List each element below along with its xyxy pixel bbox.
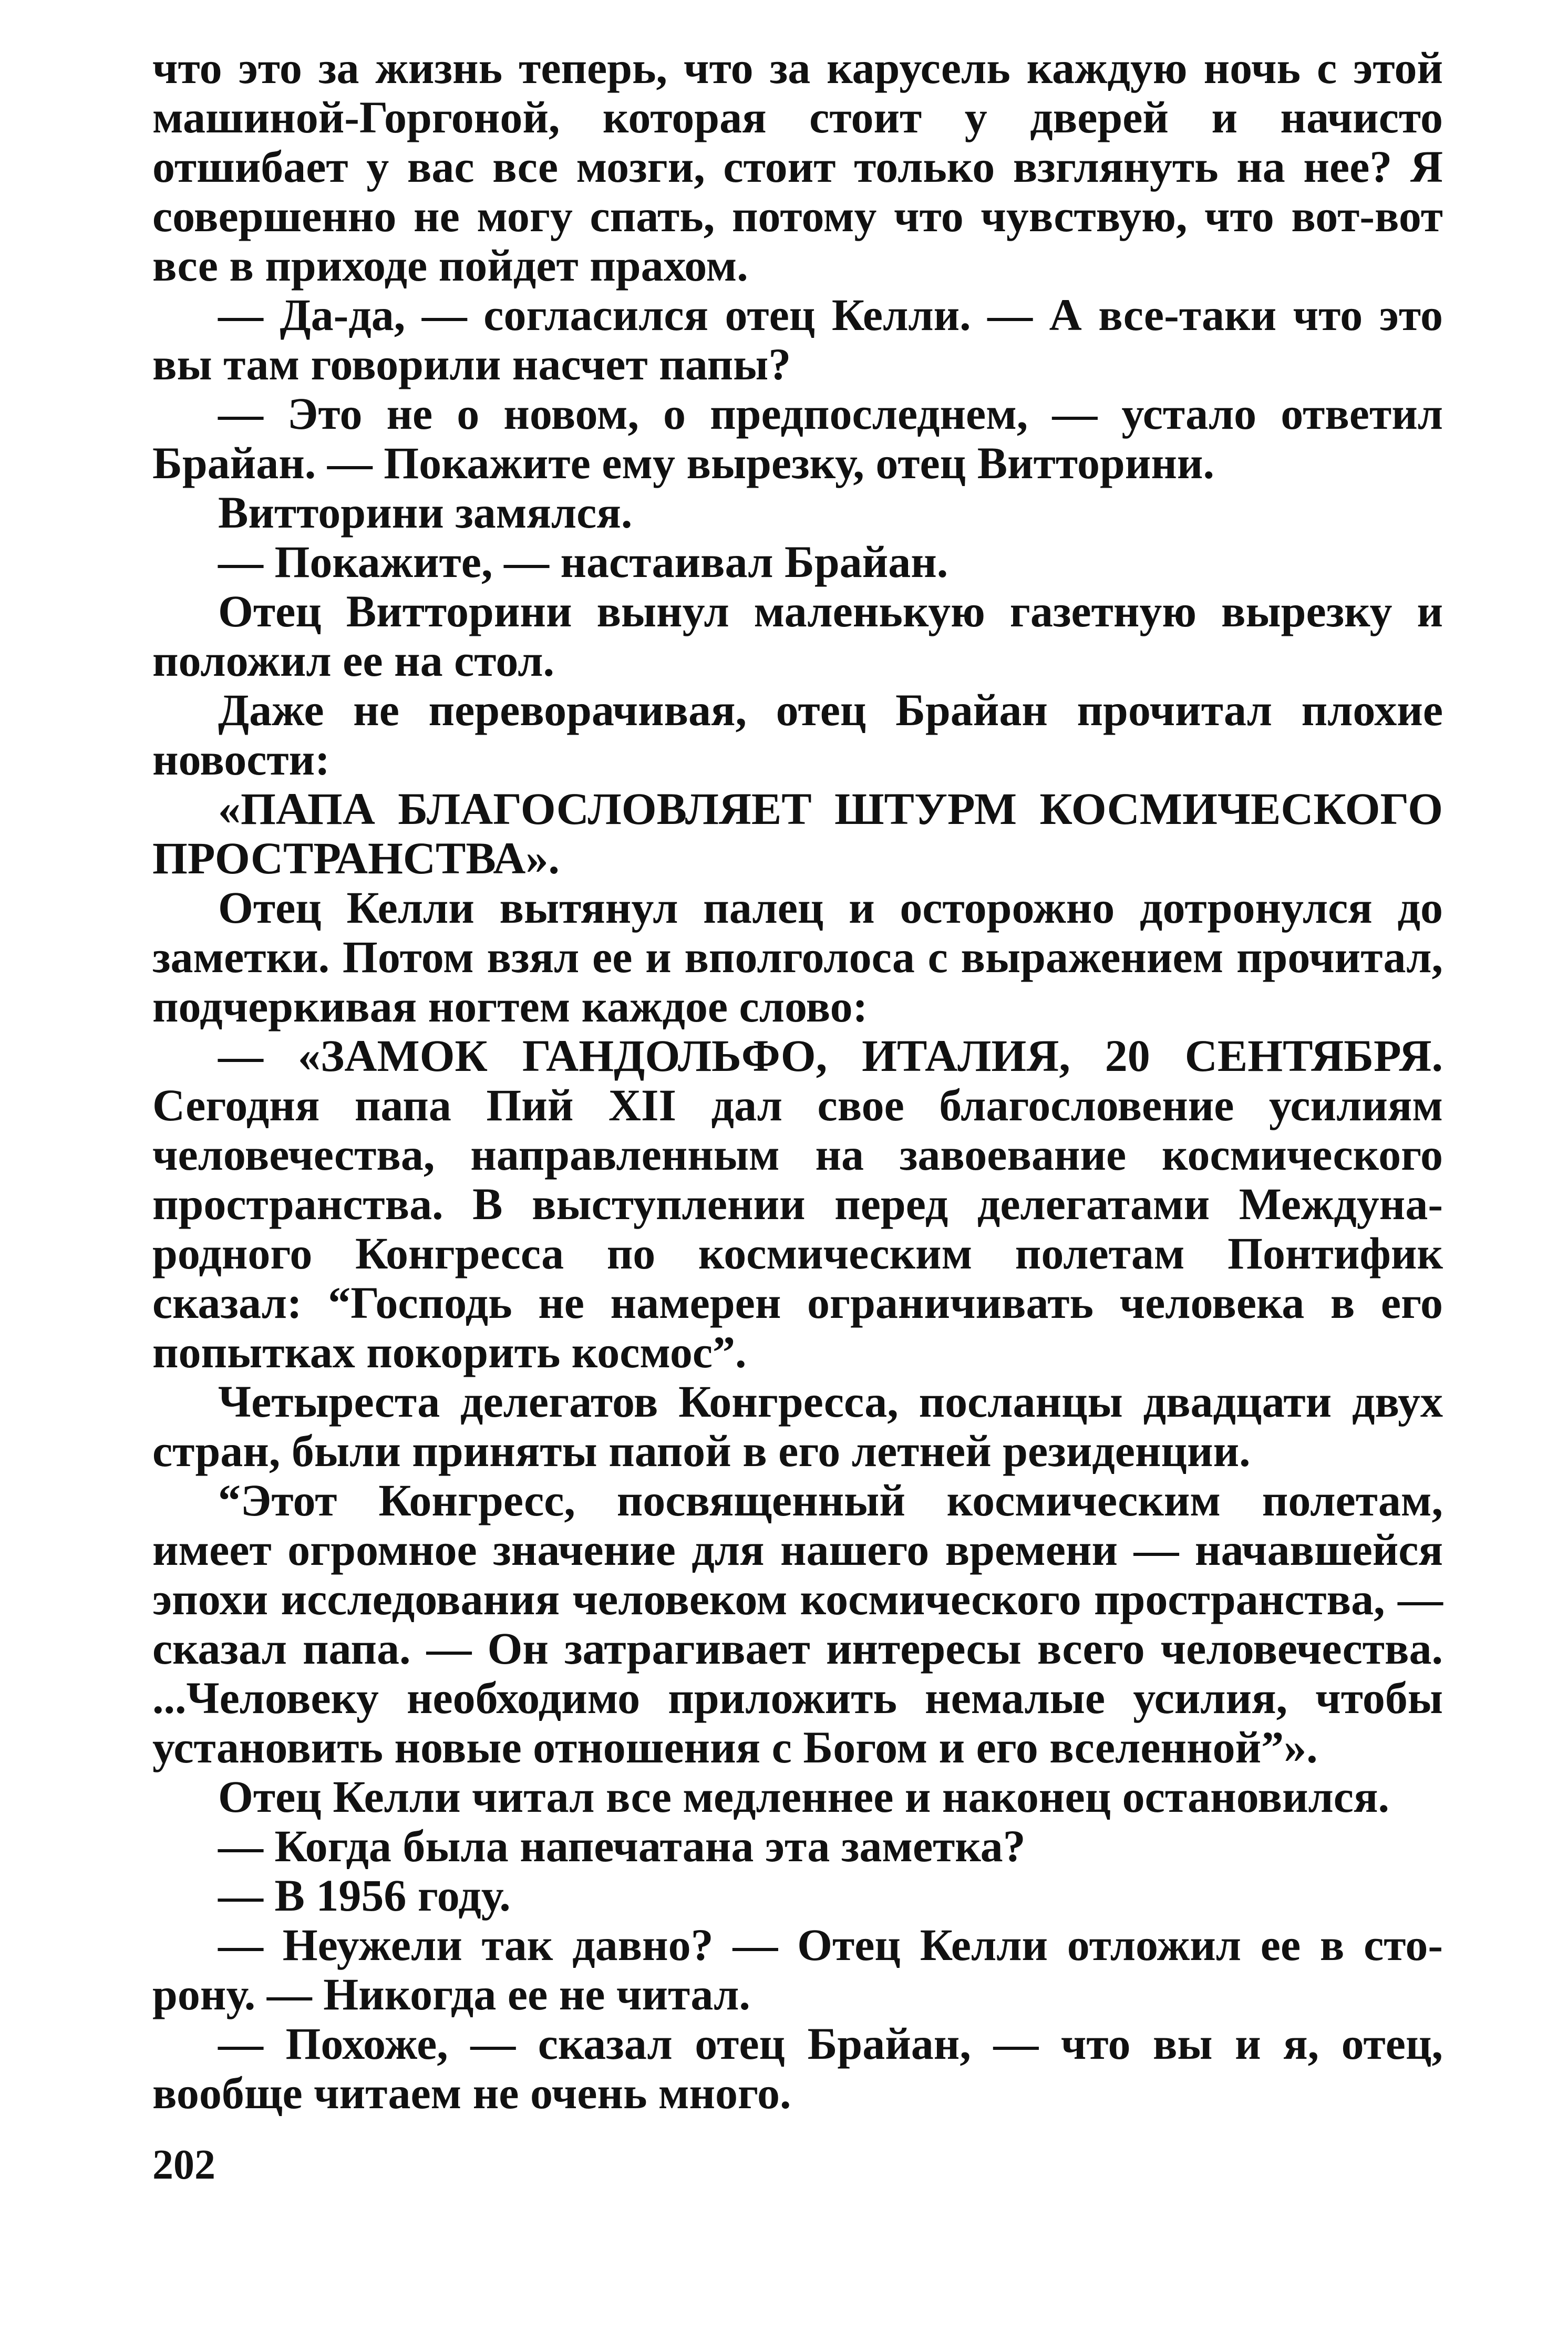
paragraph: — Неужели так давно? — Отец Келли отложил ее в сторону. — Никогда ее не читал. [152, 1920, 1443, 2019]
paragraph: Витторини замялся. [218, 487, 633, 538]
paragraph: “Этот Конгресс, посвященный космическим полетам, имеет огромное значение для нашего времени — начавшейся эпохи исследования человеком космического пространства, — сказал папа. — Он затрагивает интересы всего человечества. ...Человеку необходимо приложить немалые усилия, чтобы установить новые отношения с Богом и его вселенной”». [152, 1475, 1443, 1772]
paragraph: — Покажите, — настаивал Брайан. [218, 537, 948, 587]
paragraph: что это за жизнь теперь, что за карусель каждую ночь с этой машиной-Горгоной, которая стоит у дверей и начисто отшибает у вас все мозги, стоит только взглянуть на нее? Я совершенно не могу спать, потому что чувствую, что вот-вот все в приходе пойдет прахом. [152, 43, 1443, 291]
paragraph: Отец Витторини вынул маленькую газетную вырезку и положил ее на стол. [152, 586, 1443, 686]
paragraph: Даже не переворачивая, отец Брайан прочитал плохие новости: [152, 685, 1443, 785]
paragraph: — Да-да, — согласился отец Келли. — А все-таки что это вы там говорили насчет папы? [152, 290, 1443, 389]
page-body [152, 43, 1443, 2118]
paragraph: Отец Келли читал все медленнее и наконец остановился. [218, 1771, 1389, 1822]
paragraph: — «ЗАМОК ГАНДОЛЬФО, ИТАЛИЯ, 20 СЕНТЯБРЯ. Сегодня папа Пий XII дал свое благословение усилиям человечества, направленным на завоевание космического пространства. В выступлении перед делегатами Международного Конгресса по космическим полетам Понтифик сказал: “Господь не намерен ограничивать человека в его попытках покорить космос”. [152, 1030, 1443, 1377]
paragraph: Четыреста делегатов Конгресса, посланцы двадцати двух стран, были приняты папой в его летней резиденции. [152, 1376, 1443, 1476]
paragraph: — Когда была напечатана эта заметка? [218, 1821, 1026, 1871]
paragraph: — Это не о новом, о предпоследнем, — устало ответил Брайан. — Покажите ему вырезку, отец Витторини. [152, 388, 1443, 488]
page-number: 202 [152, 2142, 215, 2188]
headline-quote: «ПАПА БЛАГОСЛОВЛЯЕТ ШТУРМ КОСМИЧЕСКОГО ПРОСТРАНСТВА». [152, 783, 1443, 883]
paragraph: — В 1956 году. [218, 1870, 511, 1921]
paragraph: Отец Келли вытянул палец и осторожно дотронулся до заметки. Потом взял ее и вполголоса с выражением прочитал, подчеркивая ногтем каждое слово: [152, 882, 1443, 1032]
paragraph: — Похоже, — сказал отец Брайан, — что вы и я, отец, вообще читаем не очень много. [152, 2018, 1443, 2118]
